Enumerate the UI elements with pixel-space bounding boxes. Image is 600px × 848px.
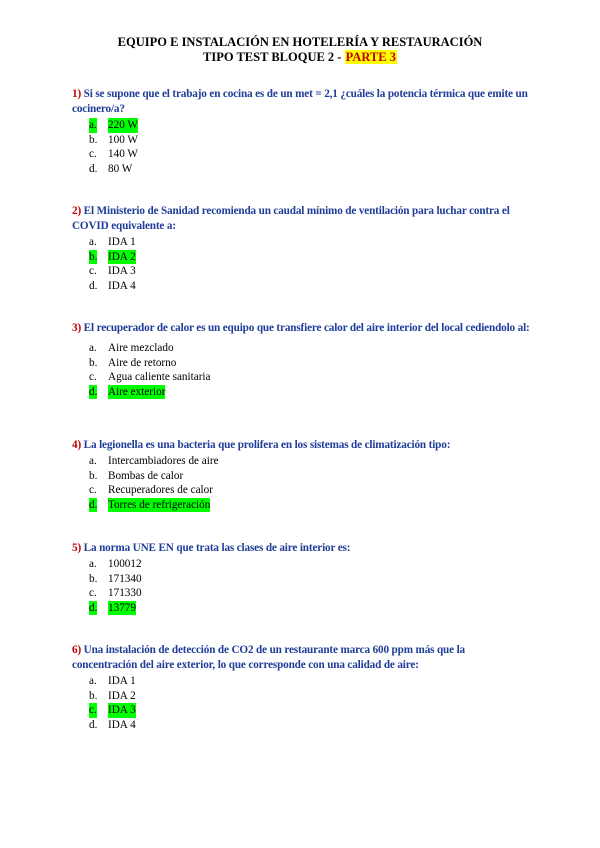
- option-text: 171330: [108, 587, 142, 600]
- option-letter: a.: [89, 675, 97, 687]
- option-letter: b.: [89, 689, 98, 702]
- options-list: [72, 341, 532, 399]
- option-letter: c.: [89, 484, 97, 497]
- header-subtitle-prefix: TIPO TEST BLOQUE 2 -: [203, 50, 345, 64]
- option-letter: d.: [89, 498, 98, 511]
- option-text: 13779: [108, 601, 136, 614]
- option-c: [72, 483, 532, 498]
- option-letter: a.: [89, 342, 97, 354]
- option-letter: b.: [89, 469, 98, 482]
- option-text: IDA 2: [108, 250, 136, 263]
- question-2: [72, 204, 532, 293]
- question-body: Si se supone que el trabajo en cocina es de un met = 2,1 ¿cuáles la potencia térmica que emite un cocinero/a?: [72, 88, 528, 115]
- question-number: 6): [72, 644, 82, 656]
- option-letter: d.: [89, 162, 98, 175]
- header-subtitle: [0, 50, 600, 65]
- option-letter: d.: [89, 385, 98, 398]
- option-b: [72, 250, 532, 265]
- option-text: IDA 2: [108, 689, 136, 702]
- option-text: Aire mezclado: [108, 342, 174, 354]
- option-c: [72, 370, 532, 385]
- question-number: 3): [72, 322, 82, 334]
- option-letter: b.: [89, 133, 98, 146]
- option-text: Intercambiadores de aire: [108, 455, 219, 467]
- option-text: 220 W: [108, 119, 138, 131]
- question-text: [72, 438, 532, 453]
- options-list: [72, 674, 532, 732]
- option-letter: c.: [89, 148, 97, 161]
- option-text: IDA 1: [108, 675, 136, 687]
- option-b: [72, 572, 532, 587]
- option-d: [72, 718, 532, 733]
- options-list: [72, 235, 532, 293]
- document-header: [0, 35, 600, 65]
- option-text: 171340: [108, 572, 142, 585]
- option-text: IDA 3: [108, 265, 136, 278]
- option-letter: d.: [89, 279, 98, 292]
- option-letter: c.: [89, 371, 97, 384]
- option-text: 140 W: [108, 148, 138, 161]
- option-d: [72, 498, 532, 513]
- option-a: [72, 454, 532, 469]
- option-b: [72, 469, 532, 484]
- option-text: IDA 1: [108, 236, 136, 248]
- option-a: [72, 674, 532, 689]
- option-a: [72, 557, 532, 572]
- question-text: [72, 321, 532, 336]
- option-letter: c.: [89, 587, 97, 600]
- option-text: IDA 4: [108, 718, 136, 731]
- option-b: [72, 689, 532, 704]
- option-d: [72, 385, 532, 400]
- option-text: 80 W: [108, 162, 133, 175]
- question-6: [72, 643, 532, 732]
- option-letter: d.: [89, 601, 98, 614]
- option-text: Aire de retorno: [108, 356, 177, 369]
- option-c: [72, 264, 532, 279]
- question-body: El Ministerio de Sanidad recomienda un caudal mínimo de ventilación para luchar contra el COVID equivalente a:: [72, 205, 510, 232]
- question-number: 2): [72, 205, 82, 217]
- option-letter: b.: [89, 572, 98, 585]
- option-letter: b.: [89, 356, 98, 369]
- question-text: [72, 541, 532, 556]
- header-part-highlight: PARTE 3: [345, 50, 396, 64]
- options-list: [72, 454, 532, 512]
- question-body: La norma UNE EN que trata las clases de aire interior es:: [81, 542, 351, 554]
- option-letter: b.: [89, 250, 98, 263]
- question-body: La legionella es una bacteria que prolifera en los sistemas de climatización tipo:: [81, 439, 451, 451]
- option-text: IDA 3: [108, 704, 136, 717]
- option-text: Recuperadores de calor: [108, 484, 213, 497]
- option-d: [72, 162, 532, 177]
- option-letter: a.: [89, 119, 97, 131]
- question-number: 1): [72, 88, 82, 100]
- question-text: [72, 643, 532, 673]
- option-c: [72, 147, 532, 162]
- question-text: [72, 204, 532, 234]
- question-1: [72, 87, 532, 176]
- question-text: [72, 87, 532, 117]
- question-body: Una instalación de detección de CO2 de un restaurante marca 600 ppm más que la concentración del aire exterior, lo que corresponde con una calidad de aire:: [72, 644, 465, 671]
- option-letter: a.: [89, 455, 97, 467]
- option-a: [72, 235, 532, 250]
- option-letter: a.: [89, 558, 97, 570]
- option-text: Torres de refrigeración: [108, 498, 211, 511]
- option-a: [72, 341, 532, 356]
- option-b: [72, 356, 532, 371]
- question-3: [72, 321, 532, 399]
- question-4: [72, 438, 532, 512]
- option-text: IDA 4: [108, 279, 136, 292]
- option-b: [72, 133, 532, 148]
- option-text: Aire exterior: [108, 385, 166, 398]
- option-text: Agua caliente sanitaria: [108, 371, 211, 384]
- option-letter: a.: [89, 236, 97, 248]
- question-number: 5): [72, 542, 82, 554]
- option-d: [72, 601, 532, 616]
- header-title: EQUIPO E INSTALACIÓN EN HOTELERÍA Y RESTAURACIÓN: [117, 35, 483, 49]
- question-number: 4): [72, 439, 82, 451]
- option-c: [72, 703, 532, 718]
- option-d: [72, 279, 532, 294]
- option-c: [72, 586, 532, 601]
- options-list: [72, 557, 532, 615]
- option-letter: c.: [89, 704, 97, 717]
- option-a: [72, 118, 532, 133]
- option-letter: d.: [89, 718, 98, 731]
- options-list: [72, 118, 532, 176]
- option-text: 100 W: [108, 133, 138, 146]
- option-text: Bombas de calor: [108, 469, 184, 482]
- option-text: 100012: [108, 558, 142, 570]
- option-letter: c.: [89, 265, 97, 278]
- question-body: El recuperador de calor es un equipo que transfiere calor del aire interior del local cediendolo al:: [81, 322, 530, 334]
- question-5: [72, 541, 532, 615]
